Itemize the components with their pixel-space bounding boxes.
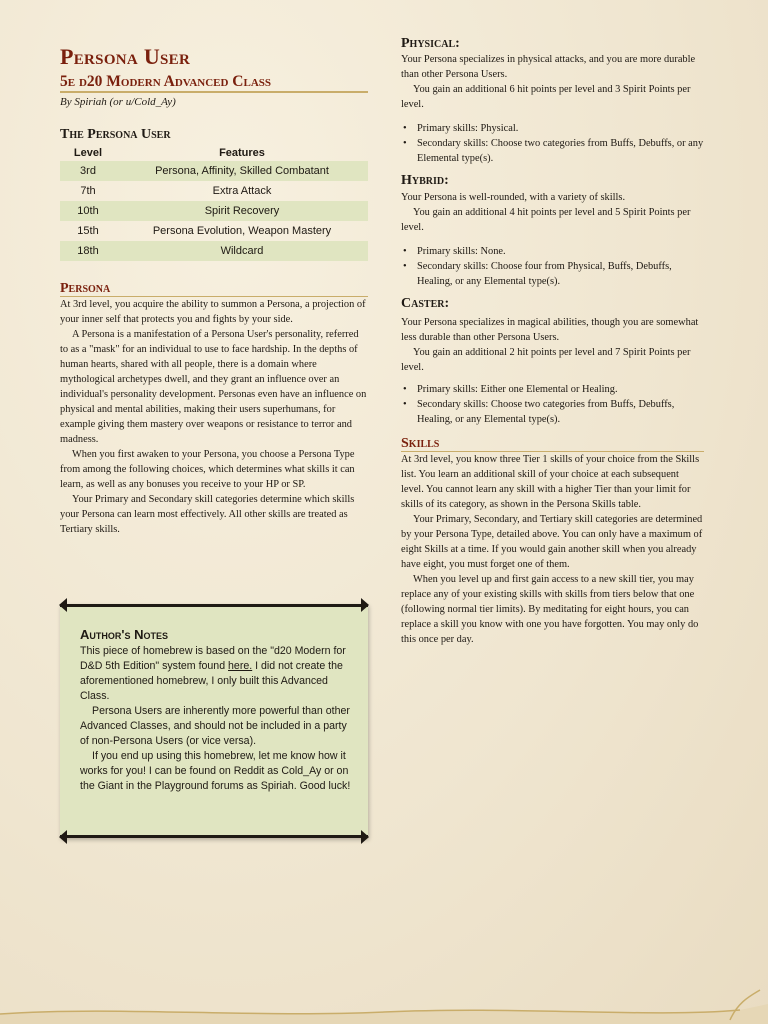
row-level: 18th <box>60 241 116 261</box>
authors-notes-heading: Author's Notes <box>80 627 168 642</box>
corner-ornament <box>361 830 369 844</box>
persona-paragraph-3: When you first awaken to your Persona, you choose a Persona Type from among the following choices, which determines what skills it can learn, as well as any bonuses you receive to your HP or SP. <box>60 449 355 490</box>
table-row <box>60 221 368 241</box>
page-footer-ornament <box>0 984 768 1024</box>
bullet-icon: • <box>403 123 407 134</box>
list-item <box>401 382 704 397</box>
list-item <box>401 136 704 166</box>
persona-text <box>60 297 368 537</box>
skills-paragraph-2: Your Primary, Secondary, and Tertiary skill categories are determined by your Persona Type, detailed above. You can only have a maximum of eight Skills at a time. If you would gain another skill when you already have eight, you must forget one of them. <box>401 514 703 570</box>
table-row <box>60 181 368 201</box>
skills-text <box>401 452 704 647</box>
physical-paragraph-2: You gain an additional 6 hit points per level and 3 Spirit Points per level. <box>401 84 691 110</box>
row-level: 7th <box>80 185 96 197</box>
byline: By Spiriah (or u/Cold_Ay) <box>60 96 176 108</box>
list-item-text: Primary skills: Either one Elemental or Healing. <box>417 384 618 395</box>
list-item <box>401 244 704 259</box>
row-features: Persona Evolution, Weapon Mastery <box>152 225 332 237</box>
corner-ornament <box>59 598 67 612</box>
bullet-icon: • <box>403 399 407 410</box>
table-row <box>60 201 368 221</box>
hybrid-bullets <box>401 244 704 289</box>
column-header-level: Level <box>73 147 103 159</box>
physical-heading: Physical: <box>401 36 460 51</box>
physical-text <box>401 52 704 112</box>
caster-paragraph-2: You gain an additional 2 hit points per level and 7 Spirit Points per level. <box>401 347 691 373</box>
persona-paragraph-2: A Persona is a manifestation of a Persona User's personality, referred to as a "mask" for an individual to use to face hardship. In the depths of human hearts, shared with all people, there is a domain where mythological archetypes dwell, and they grant an influence over an individual's personality development. Personas even have an influence on physical and mental abilities, making their users superhumans, for example giving them mastery over weapons or resistance to terror and madness. <box>60 329 367 445</box>
persona-heading: Persona <box>60 281 111 296</box>
skills-heading: Skills <box>401 436 440 451</box>
table-row <box>60 241 368 261</box>
physical-bullets <box>401 121 704 166</box>
bullet-icon: • <box>403 138 407 149</box>
hybrid-heading: Hybrid: <box>401 173 449 188</box>
notes-text: This piece of homebrew is based on the "d20 Modern for D&D 5th Edition" system found <box>80 645 346 672</box>
corner-ornament <box>59 830 67 844</box>
persona-paragraph-1: At 3rd level, you acquire the ability to summon a Persona, a projection of your inner self that protects you and fights by your side. <box>60 299 366 325</box>
homebrew-link[interactable]: here. <box>228 660 253 672</box>
physical-paragraph-1: Your Persona specializes in physical attacks, and you are more durable than other Persona Users. <box>401 54 696 80</box>
page-subtitle: 5e d20 Modern Advanced Class <box>60 73 272 90</box>
notes-paragraph-2: Persona Users are inherently more powerful than other Advanced Classes, and should not be included in a party of non-Persona Users (or vice versa). <box>80 705 350 747</box>
list-item-text: Secondary skills: Choose two categories from Buffs, Debuffs, or any Elemental type(s). <box>417 138 704 164</box>
list-item <box>401 397 704 427</box>
list-item <box>401 121 704 136</box>
hybrid-paragraph-1: Your Persona is well-rounded, with a variety of skills. <box>401 192 626 203</box>
table-title: The Persona User <box>60 127 171 142</box>
caster-paragraph-1: Your Persona specializes in magical abilities, though you are somewhat less durable than other Persona Users. <box>401 317 699 343</box>
caster-bullets <box>401 382 704 427</box>
caster-text <box>401 315 704 375</box>
column-header-features: Features <box>219 147 265 159</box>
list-item-text: Secondary skills: Choose two categories from Buffs, Debuffs, Healing, or any Elemental type(s). <box>417 399 675 425</box>
bullet-icon: • <box>403 261 407 272</box>
authors-notes-box <box>60 604 368 838</box>
table-header-row <box>60 145 368 161</box>
table-row <box>60 161 368 181</box>
list-item-text: Primary skills: Physical. <box>417 123 519 134</box>
row-features: Wildcard <box>116 241 368 261</box>
authors-notes-body <box>80 644 352 794</box>
list-item <box>401 259 704 289</box>
notes-text: I did not create the aforementioned homebrew, I only built this Advanced Class. <box>80 660 343 702</box>
page-title: Persona User <box>60 44 191 69</box>
row-level: 3rd <box>60 161 116 181</box>
bullet-icon: • <box>403 246 407 257</box>
bullet-icon: • <box>403 384 407 395</box>
hybrid-text <box>401 190 704 235</box>
skills-paragraph-3: When you level up and first gain access to a new skill tier, you may replace any of your existing skills with skills from tiers below that one (following normal tier limits). By meditating for eight hours, you can replace a skill you know with one you have forgotten. You may only do this once per day. <box>401 574 699 645</box>
caster-heading: Caster: <box>401 296 450 311</box>
row-level: 15th <box>77 225 99 237</box>
notes-paragraph-3: If you end up using this homebrew, let me know how it works for you! I can be found on Reddit as Cold_Ay or on the Giant in the Playground forums as Spiriah. Good luck! <box>80 750 351 792</box>
list-item-text: Primary skills: None. <box>417 246 506 257</box>
class-progression-table <box>60 145 368 261</box>
skills-paragraph-1: At 3rd level, you know three Tier 1 skills of your choice from the Skills list. You learn an additional skill of your choice at each subsequent level. You cannot learn any skill with a higher Tier than your limit for skills of its category, as shown in the Persona Skills table. <box>401 454 700 510</box>
persona-paragraph-4: Your Primary and Secondary skill categories determine which skills your Persona can learn most effectively. All other skills are treated as Tertiary skills. <box>60 494 355 535</box>
notes-paragraph-1 <box>80 644 352 704</box>
title-divider <box>60 91 368 93</box>
row-features: Spirit Recovery <box>116 201 368 221</box>
list-item-text: Secondary skills: Choose four from Physical, Buffs, Debuffs, Healing, or any Elemental type(s). <box>417 261 672 287</box>
row-features: Extra Attack <box>212 185 272 197</box>
row-level: 10th <box>60 201 116 221</box>
footer-wave <box>0 1004 768 1024</box>
hybrid-paragraph-2: You gain an additional 4 hit points per level and 5 Spirit Points per level. <box>401 207 691 233</box>
corner-ornament <box>361 598 369 612</box>
row-features: Persona, Affinity, Skilled Combatant <box>116 161 368 181</box>
